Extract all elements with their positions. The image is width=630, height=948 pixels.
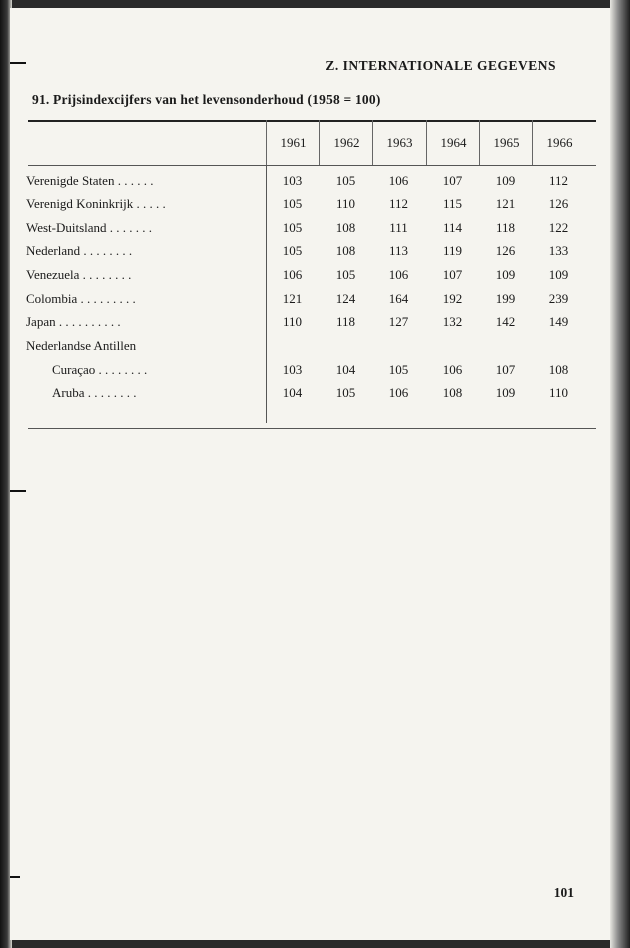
table-cell: 199 xyxy=(495,291,516,306)
table-cell: 105 xyxy=(335,267,356,282)
table-cell: 239 xyxy=(548,291,569,306)
margin-mark xyxy=(10,876,20,878)
table-cell: 106 xyxy=(442,362,463,377)
row-label: Verenigde Staten . . . . . . xyxy=(26,173,154,188)
table-bottom-rule xyxy=(28,428,596,429)
page-edge xyxy=(610,0,630,948)
row-label: Curaçao . . . . . . . . xyxy=(52,362,148,377)
table-cell: 132 xyxy=(442,314,463,329)
table-cell: 109 xyxy=(548,267,569,282)
table-cell: 121 xyxy=(282,291,303,306)
table-cell: 127 xyxy=(388,314,409,329)
table-cell: 106 xyxy=(388,267,409,282)
table-cell: 105 xyxy=(282,220,303,235)
row-label: Aruba . . . . . . . . xyxy=(52,385,137,400)
document-page xyxy=(10,8,610,940)
table-cell: 105 xyxy=(335,173,356,188)
table-cell: 110 xyxy=(335,196,356,211)
table-cell: 109 xyxy=(495,385,516,400)
year-header: 1963 xyxy=(372,120,426,165)
margin-mark xyxy=(10,62,26,64)
table-cell: 106 xyxy=(388,385,409,400)
year-header: 1964 xyxy=(426,120,480,165)
table-cell: 119 xyxy=(442,243,463,258)
table-cell: 109 xyxy=(495,267,516,282)
year-header: 1962 xyxy=(319,120,373,165)
table-cell: 133 xyxy=(548,243,569,258)
table-cell: 192 xyxy=(442,291,463,306)
table-cell: 126 xyxy=(548,196,569,211)
row-label: West-Duitsland . . . . . . . xyxy=(26,220,153,235)
page-number: 101 xyxy=(553,885,574,900)
row-label: Verenigd Koninkrijk . . . . . xyxy=(26,196,166,211)
table-cell: 108 xyxy=(335,243,356,258)
table-cell: 106 xyxy=(388,173,409,188)
table-cell: 122 xyxy=(548,220,569,235)
table-cell: 124 xyxy=(335,291,356,306)
table-title: 91. Prijsindexcijfers van het levensonderhoud (1958 = 100) xyxy=(32,92,381,107)
table-cell: 105 xyxy=(282,243,303,258)
year-header: 1961 xyxy=(266,120,320,165)
table-cell: 142 xyxy=(495,314,516,329)
table-cell: 107 xyxy=(442,267,463,282)
table-cell: 104 xyxy=(335,362,356,377)
table-cell: 121 xyxy=(495,196,516,211)
margin-mark xyxy=(10,490,26,492)
table-cell: 110 xyxy=(282,314,303,329)
table-cell: 105 xyxy=(282,196,303,211)
table-cell: 118 xyxy=(495,220,516,235)
table-cell: 126 xyxy=(495,243,516,258)
row-label: Nederland . . . . . . . . xyxy=(26,243,133,258)
row-label: Venezuela . . . . . . . . xyxy=(26,267,132,282)
table-cell: 111 xyxy=(389,220,408,235)
table-cell: 107 xyxy=(495,362,516,377)
table-cell: 108 xyxy=(335,220,356,235)
year-header: 1965 xyxy=(479,120,533,165)
table-cell: 115 xyxy=(442,196,463,211)
table-cell: 105 xyxy=(335,385,356,400)
table-cell: 149 xyxy=(548,314,569,329)
row-label: Japan . . . . . . . . . . xyxy=(26,314,121,329)
table-cell: 108 xyxy=(442,385,463,400)
table-cell: 109 xyxy=(495,173,516,188)
table-cell: 110 xyxy=(548,385,569,400)
header-rule xyxy=(28,165,596,166)
table-cell: 107 xyxy=(442,173,463,188)
table-cell: 112 xyxy=(388,196,409,211)
row-label: Nederlandse Antillen xyxy=(26,338,137,353)
table-cell: 114 xyxy=(442,220,463,235)
table-cell: 106 xyxy=(282,267,303,282)
table-cell: 108 xyxy=(548,362,569,377)
table-cell: 118 xyxy=(335,314,356,329)
year-header: 1966 xyxy=(532,120,586,165)
table-cell: 103 xyxy=(282,362,303,377)
table-cell: 103 xyxy=(282,173,303,188)
table-cell: 112 xyxy=(548,173,569,188)
table-cell: 105 xyxy=(388,362,409,377)
section-header: Z. INTERNATIONALE GEGEVENS xyxy=(325,58,556,73)
row-label: Colombia . . . . . . . . . xyxy=(26,291,136,306)
table-cell: 113 xyxy=(388,243,409,258)
table-cell: 164 xyxy=(388,291,409,306)
table-cell: 104 xyxy=(282,385,303,400)
